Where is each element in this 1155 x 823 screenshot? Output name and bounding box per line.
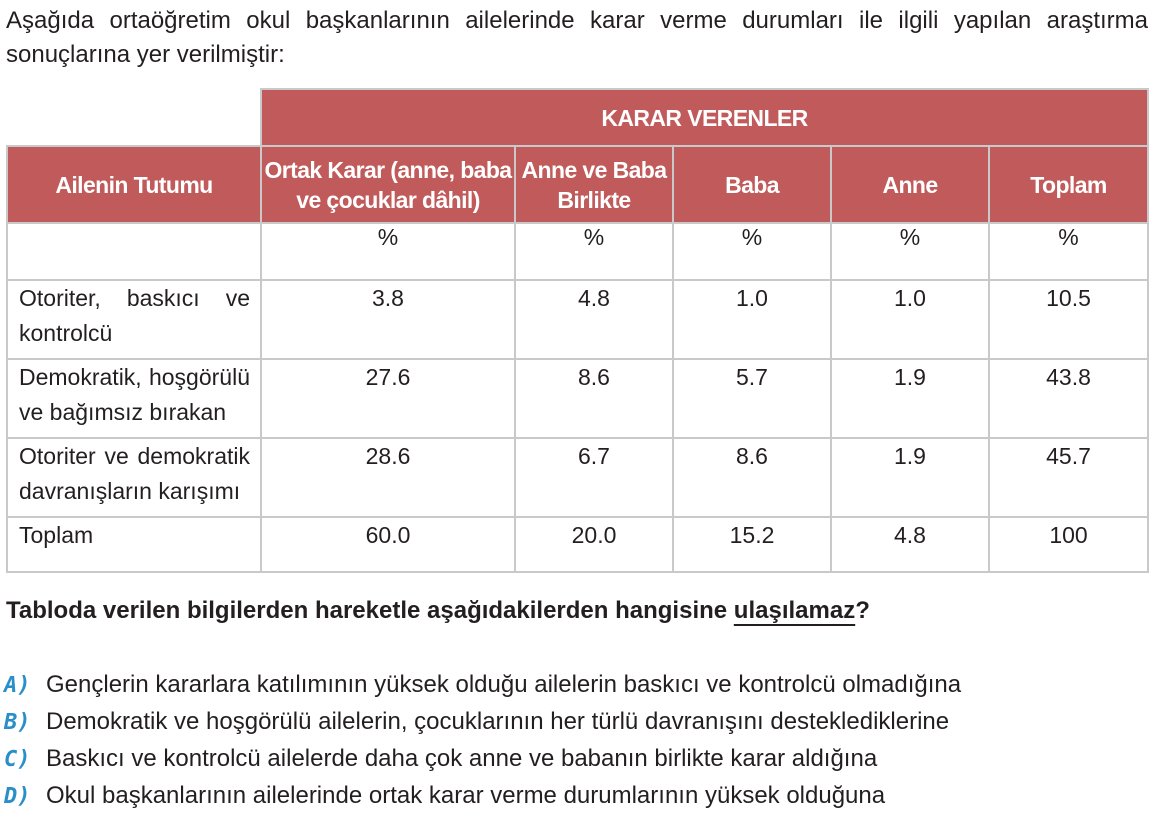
table-row <box>7 359 1148 438</box>
column-header: Anne ve Baba Birlikte <box>515 146 673 223</box>
table-cell: 1.9 <box>831 438 989 517</box>
table-corner <box>7 89 261 146</box>
answer-options <box>4 667 961 815</box>
option-b[interactable] <box>4 704 961 741</box>
unit-cell: % <box>261 223 515 280</box>
table-cell: 3.8 <box>261 280 515 359</box>
unit-cell: % <box>515 223 673 280</box>
intro-text: Aşağıda ortaöğretim okul başkanlarının ailelerinde karar verme durumları ile ilgili yapılan araştırma sonuçlarına yer verilmiştir: <box>6 7 1148 68</box>
column-header: Toplam <box>989 146 1148 223</box>
table-cell: 45.7 <box>989 438 1148 517</box>
option-a[interactable] <box>4 667 961 704</box>
column-header: Ortak Karar (anne, baba ve çocuklar dâhil) <box>261 146 515 223</box>
table-cell: 4.8 <box>831 517 989 572</box>
column-header: Baba <box>673 146 831 223</box>
table-cell: 100 <box>989 517 1148 572</box>
decision-table <box>6 88 1149 573</box>
option-text: Gençlerin kararlara katılımının yüksek olduğu ailelerin baskıcı ve kontrolcü olmadığına <box>46 671 962 698</box>
table-cell: 60.0 <box>261 517 515 572</box>
option-text: Baskıcı ve kontrolcü ailelerde daha çok anne ve babanın birlikte karar aldığına <box>46 745 878 772</box>
unit-cell: % <box>673 223 831 280</box>
column-header: Anne <box>831 146 989 223</box>
table-cell: 1.0 <box>673 280 831 359</box>
table-cell: 4.8 <box>515 280 673 359</box>
option-d[interactable] <box>4 778 961 815</box>
option-letter: C) <box>4 747 31 772</box>
table-cell: 8.6 <box>515 359 673 438</box>
row-label: Otoriter, baskıcı ve kontrolcü <box>7 280 261 359</box>
table-cell: 5.7 <box>673 359 831 438</box>
table-row-total <box>7 517 1148 572</box>
table-cell: 20.0 <box>515 517 673 572</box>
table-cell: 28.6 <box>261 438 515 517</box>
option-text: Okul başkanlarının ailelerinde ortak karar verme durumlarının yüksek olduğuna <box>46 782 886 809</box>
table-row <box>7 438 1148 517</box>
table-cell: 15.2 <box>673 517 831 572</box>
table-cell: 1.0 <box>831 280 989 359</box>
row-label: Toplam <box>7 517 261 572</box>
table-cell: 43.8 <box>989 359 1148 438</box>
question-suffix: ? <box>855 597 870 624</box>
row-label: Demokratik, hoşgörülü ve bağımsız bırakan <box>7 359 261 438</box>
table-cell: 10.5 <box>989 280 1148 359</box>
option-letter: A) <box>4 673 31 698</box>
option-letter: B) <box>4 710 31 735</box>
table-cell: 8.6 <box>673 438 831 517</box>
unit-row <box>7 223 1148 280</box>
option-text: Demokratik ve hoşgörülü ailelerin, çocuklarının her türlü davranışını desteklediklerine <box>46 708 950 735</box>
unit-cell-blank <box>7 223 261 280</box>
row-header: Ailenin Tutumu <box>7 146 261 223</box>
question-text <box>6 595 870 627</box>
row-label: Otoriter ve demokratik davranışların karışımı <box>7 438 261 517</box>
question-prefix: Tabloda verilen bilgilerden hareketle aşağıdakilerden hangisine <box>6 597 734 624</box>
unit-cell: % <box>831 223 989 280</box>
table-cell: 1.9 <box>831 359 989 438</box>
group-header: KARAR VERENLER <box>261 89 1148 146</box>
question-emphasis: ulaşılamaz <box>733 597 856 624</box>
option-c[interactable] <box>4 741 961 778</box>
table-row <box>7 280 1148 359</box>
unit-cell: % <box>989 223 1148 280</box>
table-cell: 27.6 <box>261 359 515 438</box>
option-letter: D) <box>4 784 31 809</box>
table-cell: 6.7 <box>515 438 673 517</box>
